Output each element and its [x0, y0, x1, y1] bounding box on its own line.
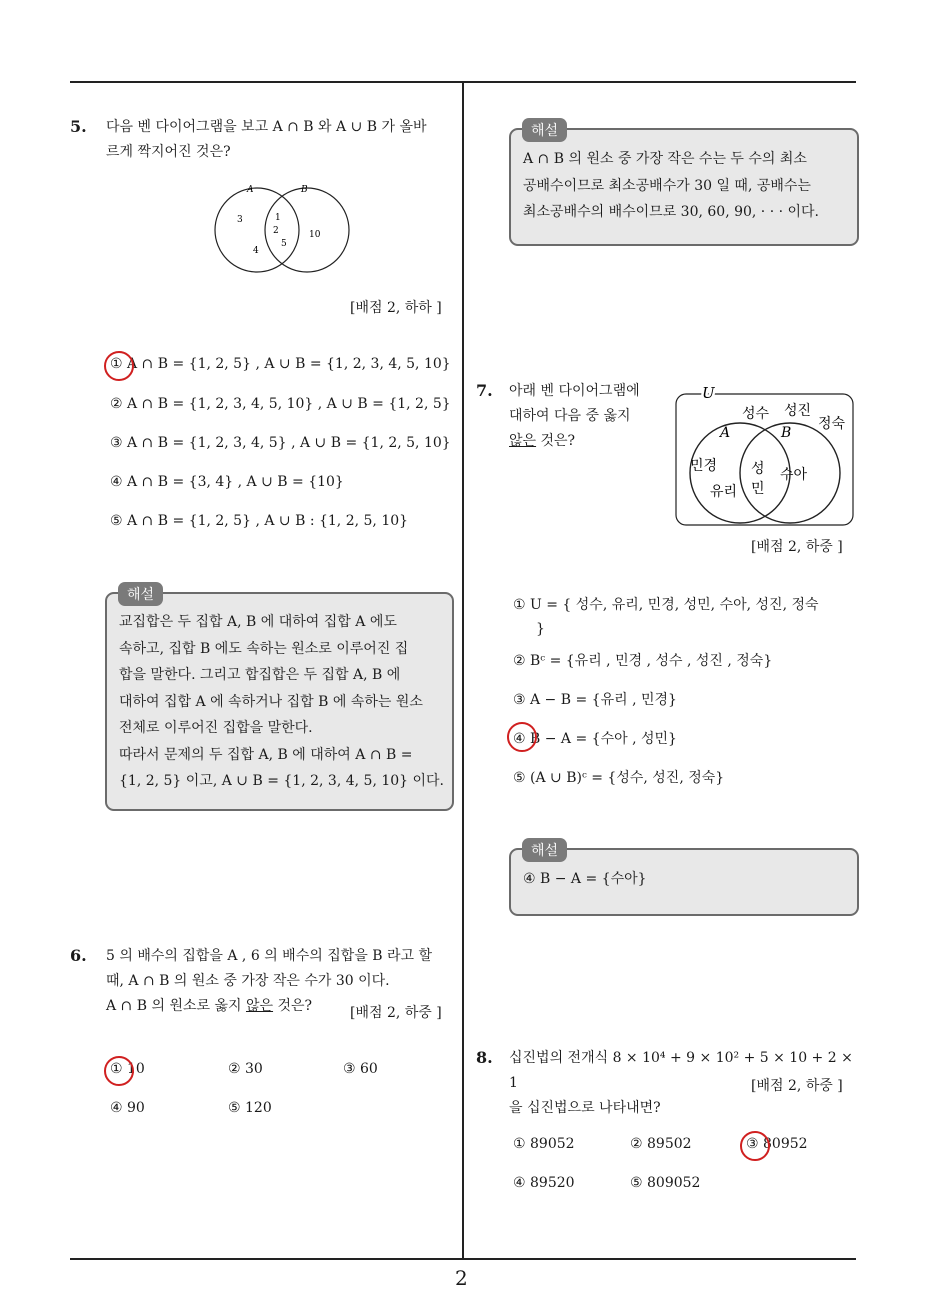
q6-option-5[interactable]: ⑤ 120	[228, 1100, 272, 1116]
q5-solution-line: 전체로 이루어진 집합을 말한다.	[119, 720, 313, 736]
q7-solution-tag: 해설	[522, 838, 567, 862]
q5-option-5[interactable]: ⑤ A ∩ B = {1, 2, 5} , A ∪ B : {1, 2, 5, 10}	[110, 513, 409, 529]
q7-option-3[interactable]: ③ A − B = {유리 , 민경}	[513, 692, 677, 708]
q8-option-2[interactable]: ② 89502	[630, 1136, 692, 1152]
q6-number: 6.	[70, 946, 87, 965]
q8-question-line2: 을 십진법으로 나타내면?	[509, 1100, 661, 1116]
q7-number: 7.	[476, 381, 493, 400]
q8-option-5[interactable]: ⑤ 809052	[630, 1175, 701, 1191]
q7-option-2[interactable]: ② Bᶜ = {유리 , 민경 , 성수 , 성진 , 정숙}	[513, 653, 773, 669]
venn-b-only-1: 수아	[780, 467, 808, 483]
q6-solution-line: A ∩ B 의 원소 중 가장 작은 수는 두 수의 최소	[523, 151, 807, 167]
q7-solution-text	[523, 866, 848, 893]
q7-question	[509, 379, 669, 454]
q7-question-line3: 않은 것은?	[509, 433, 576, 449]
q5-solution-line: 속하고, 집합 B 에도 속하는 원소로 이루어진 집	[119, 640, 409, 657]
q7-answer-mark	[507, 722, 537, 752]
venn-label-a: A	[720, 425, 731, 441]
q7-option-4[interactable]: ④ B − A = {수아 , 성민}	[513, 731, 677, 747]
q5-answer-mark	[104, 351, 134, 381]
q5-question-line2: 르게 짝지어진 것은?	[106, 144, 231, 160]
q5-question-line1: 다음 벤 다이어그램을 보고 A ∩ B 와 A ∪ B 가 올바	[106, 119, 427, 135]
q5-venn-diagram	[205, 180, 360, 275]
q7-score: [배점 2, 하중 ]	[751, 539, 843, 555]
q8-option-4[interactable]: ④ 89520	[513, 1175, 575, 1191]
q8-score: [배점 2, 하중 ]	[751, 1078, 843, 1094]
q6-solution-tag: 해설	[522, 118, 567, 142]
q5-solution-line: 합을 말한다. 그리고 합집합은 두 집합 A, B 에	[119, 667, 401, 683]
q6-question-line2: 때, A ∩ B 의 원소 중 가장 작은 수가 30 이다.	[106, 973, 390, 989]
venn-circle-a	[215, 188, 299, 272]
venn-both-1: 1	[275, 213, 281, 223]
q7-solution-line: ④ B − A = {수아}	[523, 871, 647, 887]
q5-solution-line: 교집합은 두 집합 A, B 에 대하여 집합 A 에도	[119, 614, 397, 630]
venn-a-only-1: 3	[237, 215, 243, 225]
bottom-rule	[70, 1258, 856, 1260]
q5-option-4[interactable]: ④ A ∩ B = {3, 4} , A ∪ B = {10}	[110, 474, 344, 490]
q6-solution-line: 최소공배수의 배수이므로 30, 60, 90, · · · 이다.	[523, 204, 820, 220]
venn-outside-1: 성수	[742, 406, 770, 422]
venn-b-only-1: 10	[309, 230, 321, 240]
q6-answer-mark	[104, 1056, 134, 1086]
venn-a-only-2: 4	[253, 246, 259, 256]
q5-question	[106, 115, 456, 165]
venn-label-a: A	[247, 185, 254, 195]
page-number: 2	[455, 1266, 468, 1290]
q5-solution-tag: 해설	[118, 582, 163, 606]
venn-a-only-2: 유리	[710, 484, 738, 500]
q5-solution-line: 따라서 문제의 두 집합 A, B 에 대하여 A ∩ B =	[119, 746, 413, 763]
q7-question-line1: 아래 벤 다이어그램에	[509, 383, 640, 399]
venn-label-b: B	[781, 425, 792, 441]
q7-question-line2: 대하여 다음 중 옳지	[509, 408, 631, 424]
q8-option-1[interactable]: ① 89052	[513, 1136, 575, 1152]
q7-venn-diagram	[674, 381, 856, 529]
q7-option-5[interactable]: ⑤ (A ∪ B)ᶜ = {성수, 성진, 정숙}	[513, 770, 725, 786]
q5-option-2[interactable]: ② A ∩ B = {1, 2, 3, 4, 5, 10} , A ∪ B = {1, 2, 5}	[110, 396, 451, 412]
venn-both-1: 성	[751, 461, 765, 477]
q6-solution-text	[523, 146, 848, 226]
q8-question-line1: 십진법의 전개식 8 × 10⁴ + 9 × 10² + 5 × 10 + 2 × 1	[509, 1050, 853, 1091]
q5-score: [배점 2, 하하 ]	[350, 300, 442, 316]
q7-option-1[interactable]: ① U = { 성수, 유리, 민경, 성민, 수아, 성진, 정숙	[513, 597, 819, 613]
venn-label-u: U	[702, 384, 715, 402]
q6-option-2[interactable]: ② 30	[228, 1061, 263, 1077]
column-divider	[462, 82, 464, 1259]
q5-option-1[interactable]: ① A ∩ B = {1, 2, 5} , A ∪ B = {1, 2, 3, 4, 5, 10}	[110, 356, 451, 372]
q5-number: 5.	[70, 117, 87, 136]
venn-both-2: 민	[751, 481, 765, 497]
venn-outside-2: 성진	[784, 403, 812, 419]
q8-answer-mark	[740, 1131, 770, 1161]
q6-solution-line: 공배수이므로 최소공배수가 30 일 때, 공배수는	[523, 177, 811, 194]
venn-both-3: 5	[281, 239, 287, 249]
q7-option-1-cont: }	[536, 621, 545, 637]
q6-question-line1: 5 의 배수의 집합을 A , 6 의 배수의 집합을 B 라고 할	[106, 948, 432, 964]
venn-outside-3: 정숙	[818, 416, 846, 432]
q6-option-3[interactable]: ③ 60	[343, 1061, 378, 1077]
q5-option-3[interactable]: ③ A ∩ B = {1, 2, 3, 4, 5} , A ∪ B = {1, 2, 5, 10}	[110, 435, 451, 451]
q8-option-3[interactable]: ③ 80952	[746, 1136, 808, 1152]
venn-both-2: 2	[273, 226, 279, 236]
q5-solution-line: 대하여 집합 A 에 속하거나 집합 B 에 속하는 원소	[119, 693, 423, 710]
q6-option-4[interactable]: ④ 90	[110, 1100, 145, 1116]
q6-option-1[interactable]: ① 10	[110, 1061, 145, 1077]
q6-question-line3: A ∩ B 의 원소로 옳지 않은 것은?	[106, 998, 313, 1014]
q6-score: [배점 2, 하중 ]	[350, 1005, 442, 1021]
q5-solution-line: {1, 2, 5} 이고, A ∪ B = {1, 2, 3, 4, 5, 10} 이다.	[119, 773, 445, 789]
q5-solution-text	[119, 609, 444, 795]
q8-number: 8.	[476, 1048, 493, 1067]
venn-a-only-1: 민경	[690, 458, 718, 474]
venn-label-b: B	[301, 185, 308, 195]
